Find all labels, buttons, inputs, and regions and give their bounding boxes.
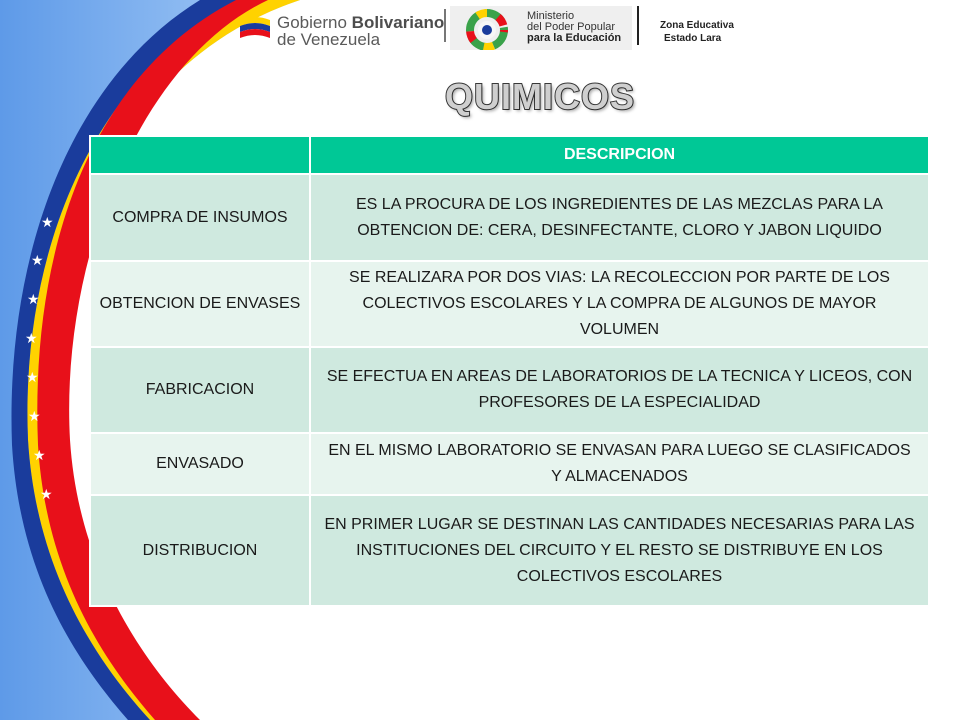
- table-row: [90, 433, 929, 495]
- zona-educativa-label: [660, 19, 734, 45]
- table-row: [90, 347, 929, 433]
- ministerio-line1: Ministerio: [527, 10, 575, 22]
- row-description: SE EFECTUA EN AREAS DE LABORATORIOS DE LA TECNICA Y LICEOS, CON PROFESORES DE LA ESPECIALIDAD: [310, 347, 929, 433]
- row-label: DISTRIBUCION: [90, 495, 310, 606]
- table-header-row: [90, 136, 929, 174]
- row-label: COMPRA DE INSUMOS: [90, 174, 310, 261]
- row-description: EN EL MISMO LABORATORIO SE ENVASAN PARA LUEGO SE CLASIFICADOS Y ALMACENADOS: [310, 433, 929, 495]
- row-description: SE REALIZARA POR DOS VIAS: LA RECOLECCION POR PARTE DE LOS COLECTIVOS ESCOLARES Y LA COMPRA DE ALGUNOS DE MAYOR VOLUMEN: [310, 261, 929, 347]
- zona-line1: Zona Educativa: [660, 20, 734, 31]
- svg-text:★: ★: [28, 409, 41, 425]
- row-description: EN PRIMER LUGAR SE DESTINAN LAS CANTIDADES NECESARIAS PARA LAS INSTITUCIONES DEL CIRCUITO Y EL RESTO SE DISTRIBUYE EN LOS COLECTIVOS ESCOLARES: [310, 495, 929, 606]
- row-description: ES LA PROCURA DE LOS INGREDIENTES DE LAS MEZCLAS PARA LA OBTENCION DE: CERA, DESINFECTANTE, CLORO Y JABON LIQUIDO: [310, 174, 929, 261]
- page-title: QUIMICOS: [444, 76, 635, 117]
- row-label: ENVASADO: [90, 433, 310, 495]
- svg-text:★: ★: [40, 487, 53, 503]
- row-label: OBTENCION DE ENVASES: [90, 261, 310, 347]
- ministerio-line3: para la Educación: [527, 32, 622, 44]
- svg-text:★: ★: [25, 331, 38, 347]
- svg-text:★: ★: [33, 448, 46, 464]
- table-row: [90, 495, 929, 606]
- gobierno-word: Gobierno: [277, 13, 352, 32]
- venezuela-flag-icon: [238, 14, 272, 40]
- de-venezuela-text: de Venezuela: [277, 30, 381, 49]
- svg-text:★: ★: [31, 253, 44, 269]
- svg-text:★: ★: [27, 292, 40, 308]
- header-cell-empty: [90, 136, 310, 174]
- header-divider-2: [637, 6, 639, 45]
- bolivariano-word: Bolivariano: [351, 13, 445, 32]
- svg-text:★: ★: [41, 215, 54, 231]
- ministerio-line2: del Poder Popular: [527, 21, 616, 33]
- header-cell-descripcion: DESCRIPCION: [310, 136, 929, 174]
- svg-text:★: ★: [26, 370, 39, 386]
- gobierno-bolivariano-logo-text: [277, 14, 444, 48]
- table-row: [90, 174, 929, 261]
- quimicos-table: [89, 135, 930, 607]
- ministerio-logo-text: [527, 11, 621, 44]
- row-label: FABRICACION: [90, 347, 310, 433]
- ministerio-emblem-icon: [455, 6, 519, 50]
- zona-line2: Estado Lara: [664, 33, 722, 44]
- table-row: [90, 261, 929, 347]
- header-divider: [444, 9, 446, 42]
